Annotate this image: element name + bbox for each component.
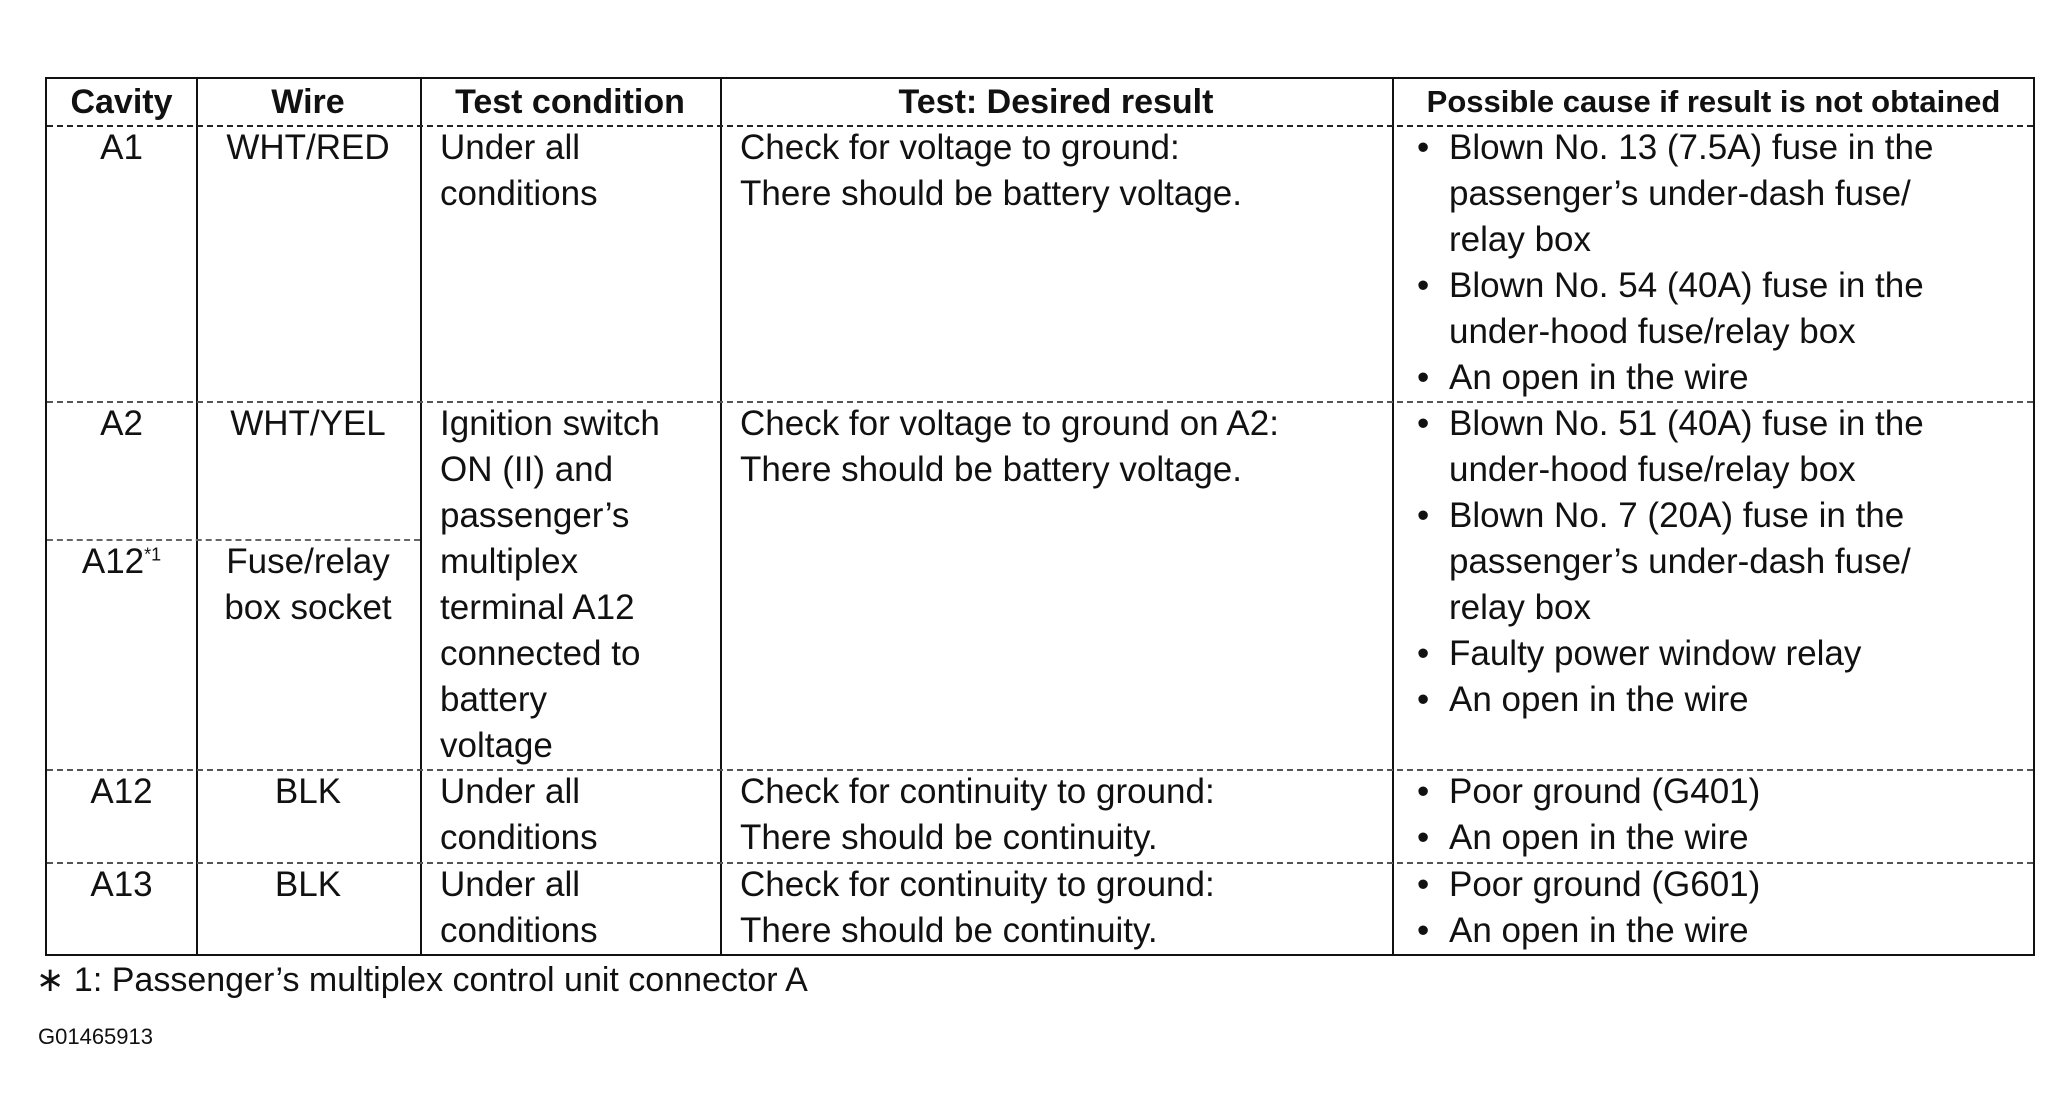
- wire-a2: WHT/YEL: [230, 404, 386, 443]
- header-cavity: Cavity: [70, 82, 173, 121]
- cause-line: under-hood fuse/relay box: [1449, 450, 1856, 489]
- header-possible-cause: Possible cause if result is not obtained: [1426, 84, 2001, 119]
- header-desired-result: Test: Desired result: [898, 82, 1214, 121]
- result-line: There should be battery voltage.: [740, 450, 1242, 489]
- cause-line: Poor ground (G401): [1449, 772, 1761, 811]
- cause-line: relay box: [1449, 220, 1592, 259]
- cause-line: relay box: [1449, 588, 1592, 627]
- column-divider: [196, 79, 198, 954]
- footnote: ∗ 1: Passenger’s multiplex control unit connector A: [36, 961, 808, 999]
- condition-line: terminal A12: [440, 588, 635, 627]
- column-divider: [1392, 79, 1394, 954]
- condition-line: ON (II) and: [440, 450, 614, 489]
- header-wire: Wire: [271, 82, 345, 121]
- condition-line: battery: [440, 680, 547, 719]
- cause-line: Blown No. 13 (7.5A) fuse in the: [1449, 128, 1934, 167]
- column-divider: [720, 79, 722, 954]
- header-test-condition: Test condition: [455, 82, 685, 121]
- bullet-icon: •: [1417, 404, 1430, 443]
- column-divider: [420, 79, 422, 954]
- cause-line: Blown No. 51 (40A) fuse in the: [1449, 404, 1924, 443]
- bullet-icon: •: [1417, 772, 1430, 811]
- diagnostic-table: [45, 77, 2035, 956]
- cause-line: An open in the wire: [1449, 358, 1749, 397]
- cause-line: Faulty power window relay: [1449, 634, 1862, 673]
- wire-a1: WHT/RED: [226, 128, 390, 167]
- result-line: There should be battery voltage.: [740, 174, 1242, 213]
- cavity-a13: A13: [90, 865, 153, 904]
- cavity-a2: A2: [100, 404, 143, 443]
- condition-line: Ignition switch: [440, 404, 660, 443]
- cause-line: under-hood fuse/relay box: [1449, 312, 1856, 351]
- condition-line: Under all: [440, 128, 581, 167]
- footnote-marker: *1: [144, 544, 162, 565]
- result-line: Check for voltage to ground on A2:: [740, 404, 1279, 443]
- cause-line: An open in the wire: [1449, 818, 1749, 857]
- condition-line: passenger’s: [440, 496, 630, 535]
- condition-line: connected to: [440, 634, 641, 673]
- cause-line: An open in the wire: [1449, 680, 1749, 719]
- cause-line: Blown No. 54 (40A) fuse in the: [1449, 266, 1924, 305]
- condition-line: conditions: [440, 174, 598, 213]
- condition-line: conditions: [440, 911, 598, 950]
- condition-line: Under all: [440, 772, 581, 811]
- cavity-a12-label: A12: [81, 542, 145, 581]
- condition-line: Under all: [440, 865, 581, 904]
- result-line: Check for continuity to ground:: [740, 772, 1215, 811]
- result-line: Check for voltage to ground:: [740, 128, 1180, 167]
- bullet-icon: •: [1417, 266, 1430, 305]
- result-line: There should be continuity.: [740, 911, 1158, 950]
- bullet-icon: •: [1417, 634, 1430, 673]
- cause-line: Poor ground (G601): [1449, 865, 1761, 904]
- bullet-icon: •: [1417, 818, 1430, 857]
- result-line: Check for continuity to ground:: [740, 865, 1215, 904]
- cavity-a1: A1: [100, 128, 143, 167]
- bullet-icon: •: [1417, 128, 1430, 167]
- bullet-icon: •: [1417, 865, 1430, 904]
- condition-line: conditions: [440, 818, 598, 857]
- bullet-icon: •: [1417, 358, 1430, 397]
- wire-line: Fuse/relay: [226, 542, 390, 581]
- cause-line: passenger’s under-dash fuse/: [1449, 174, 1911, 213]
- bullet-icon: •: [1417, 911, 1430, 950]
- cavity-a12-note: [47, 539, 196, 585]
- cavity-a12: A12: [90, 772, 153, 811]
- bullet-icon: •: [1417, 496, 1430, 535]
- cause-line: Blown No. 7 (20A) fuse in the: [1449, 496, 1905, 535]
- condition-line: voltage: [440, 726, 553, 765]
- figure-code: G01465913: [38, 1024, 153, 1049]
- bullet-icon: •: [1417, 680, 1430, 719]
- wire-a12: BLK: [274, 772, 342, 811]
- wire-a13: BLK: [274, 865, 342, 904]
- result-line: There should be continuity.: [740, 818, 1158, 857]
- cause-line: passenger’s under-dash fuse/: [1449, 542, 1911, 581]
- condition-line: multiplex: [440, 542, 579, 581]
- cause-line: An open in the wire: [1449, 911, 1749, 950]
- wire-line: box socket: [224, 588, 392, 627]
